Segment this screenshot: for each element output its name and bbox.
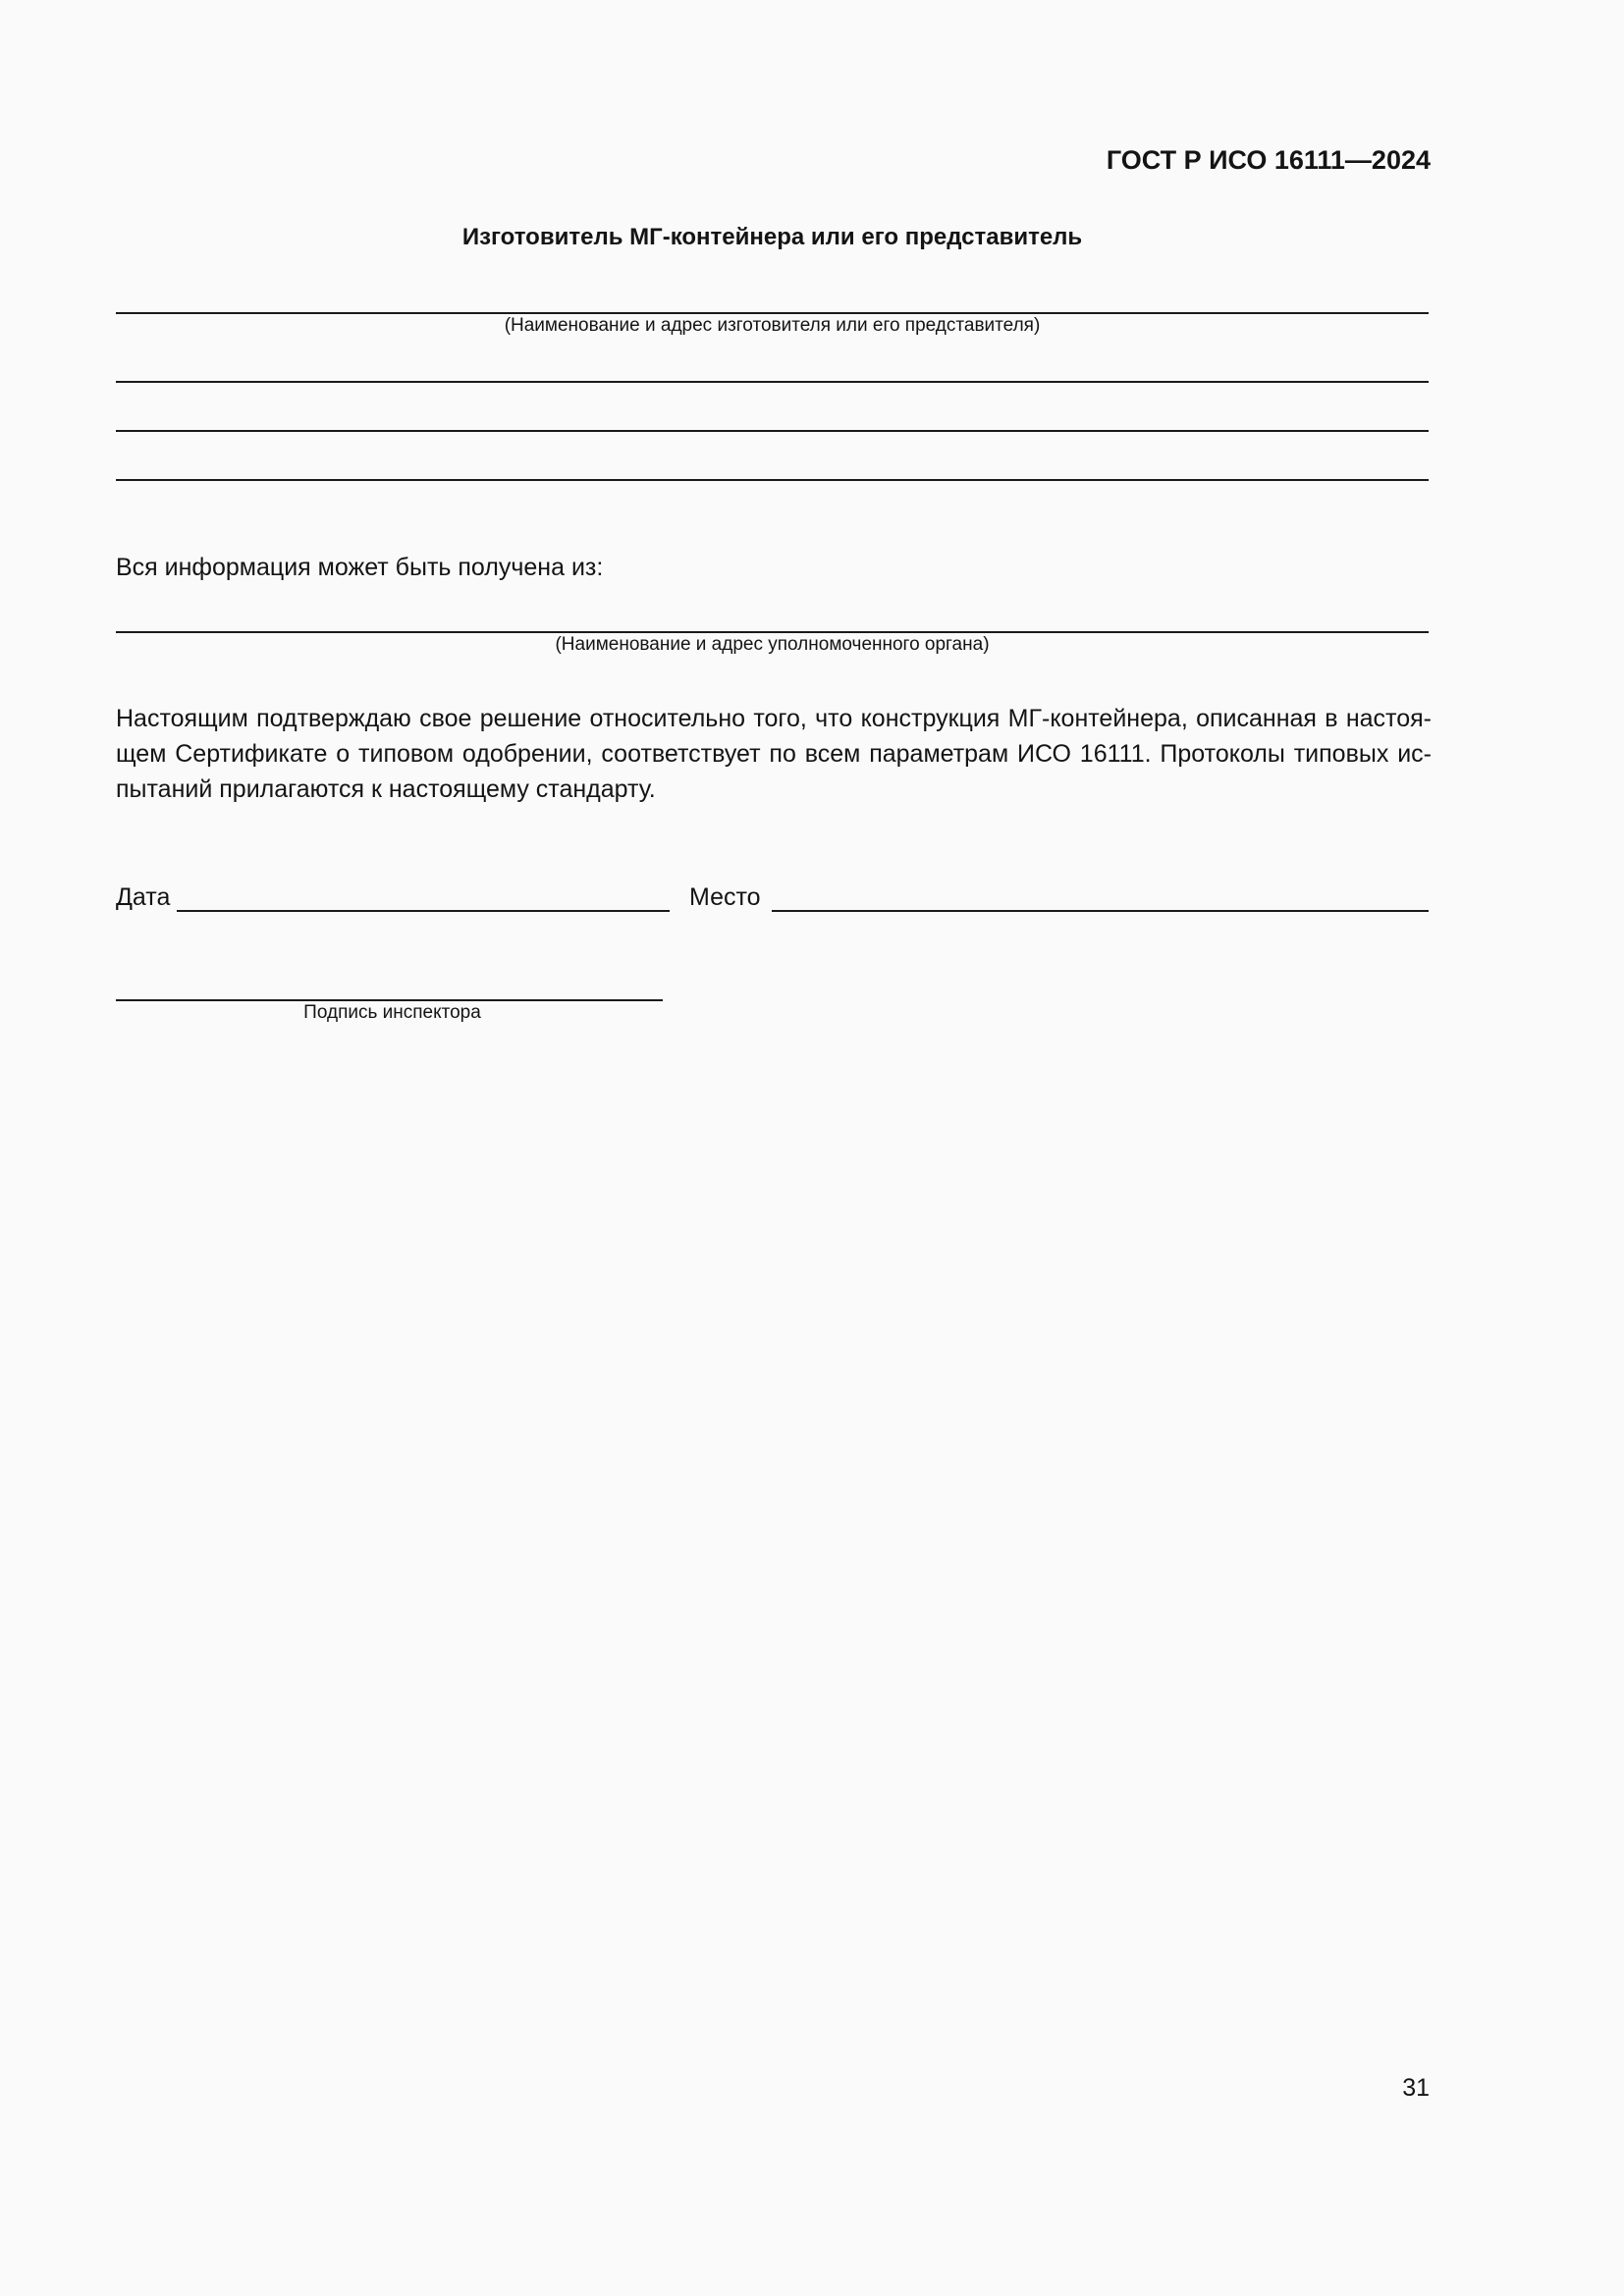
authority-name-line bbox=[116, 631, 1429, 633]
manufacturer-section-title: Изготовитель МГ-контейнера или его представитель bbox=[461, 224, 1083, 250]
inspector-signature-caption: Подпись инспектора bbox=[303, 1002, 481, 1023]
manufacturer-name-line bbox=[116, 312, 1429, 314]
inspector-signature-line bbox=[116, 999, 663, 1001]
place-field-line bbox=[772, 910, 1429, 912]
manufacturer-address-line-2 bbox=[116, 430, 1429, 432]
manufacturer-address-line-1 bbox=[116, 381, 1429, 383]
manufacturer-name-caption: (Наименование и адрес изготовителя или его представителя) bbox=[504, 315, 1041, 336]
date-field-line bbox=[177, 910, 670, 912]
place-label: Место bbox=[689, 883, 761, 911]
info-source-label: Вся информация может быть получена из: bbox=[116, 554, 604, 581]
document-code: ГОСТ Р ИСО 16111—2024 bbox=[1106, 145, 1431, 175]
page-number: 31 bbox=[1402, 2074, 1430, 2102]
confirmation-line-3: пытаний прилагаются к настоящему стандарту. bbox=[116, 775, 656, 803]
confirmation-line-1: Настоящим подтверждаю свое решение относительно того, что конструкция МГ-контейнера, описанная в настоя- bbox=[116, 705, 1432, 732]
date-label: Дата bbox=[116, 883, 171, 911]
confirmation-paragraph bbox=[116, 701, 1432, 807]
authority-name-caption: (Наименование и адрес уполномоченного органа) bbox=[555, 634, 990, 655]
manufacturer-address-line-3 bbox=[116, 479, 1429, 481]
confirmation-line-2: щем Сертификате о типовом одобрении, соответствует по всем параметрам ИСО 16111. Протоколы типовых ис- bbox=[116, 740, 1432, 768]
